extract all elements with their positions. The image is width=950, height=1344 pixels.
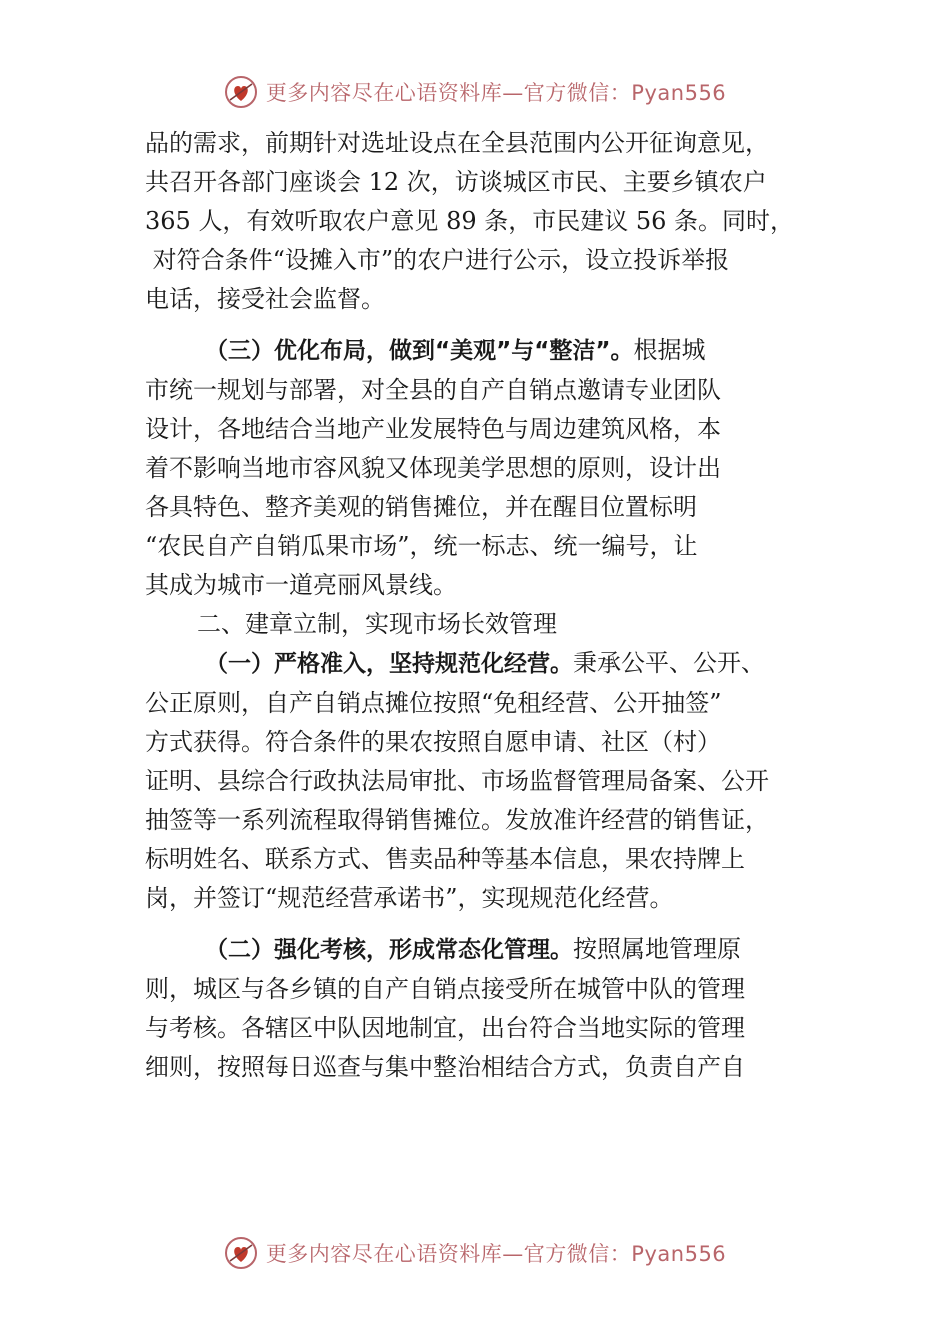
banner-text: 更多内容尽在心语资料库—官方微信：Pyan556 xyxy=(265,81,727,105)
text-fragment: 根据城 xyxy=(633,336,706,364)
text-line: 标明姓名、联系方式、售卖品种等基本信息，果农持牌上 xyxy=(145,845,745,873)
heart-logo-icon xyxy=(224,75,258,109)
header-banner xyxy=(0,72,950,112)
text-line: 设计，各地结合当地产业发展特色与周边建筑风格，本 xyxy=(145,415,721,443)
paragraph-strict-access xyxy=(145,644,810,918)
text-line: 共召开各部门座谈会 12 次，访谈城区市民、主要乡镇农户 xyxy=(145,168,767,196)
document-body xyxy=(145,124,810,1087)
paragraph-assessment xyxy=(145,930,810,1087)
text-line: “农民自产自销瓜果市场”，统一标志、统一编号，让 xyxy=(145,532,698,560)
section-heading: （三）优化布局，做到“美观”与“整洁”。 xyxy=(205,338,634,364)
text-fragment: 按照属地管理原 xyxy=(573,935,741,963)
section-title xyxy=(145,605,810,644)
text-line: 抽签等一系列流程取得销售摊位。发放准许经营的销售证， xyxy=(145,806,769,834)
text-line: 各具特色、整齐美观的销售摊位，并在醒目位置标明 xyxy=(145,493,697,521)
text-line: 品的需求，前期针对选址设点在全县范围内公开征询意见， xyxy=(145,129,769,157)
text-line: 市统一规划与部署，对全县的自产自销点邀请专业团队 xyxy=(145,376,721,404)
text-line: 着不影响当地市容风貌又体现美学思想的原则，设计出 xyxy=(145,454,721,482)
text-line: 对符合条件“设摊入市”的农户进行公示，设立投诉举报 xyxy=(145,246,730,274)
paragraph-consultation xyxy=(145,124,810,319)
text-fragment: 秉承公平、公开、 xyxy=(573,649,765,677)
section-heading: （一）严格准入，坚持规范化经营。 xyxy=(205,651,573,677)
text-line: 细则，按照每日巡查与集中整治相结合方式，负责自产自 xyxy=(145,1053,745,1081)
text-line: 其成为城市一道亮丽风景线。 xyxy=(145,571,457,599)
text-line: 岗，并签订“规范经营承诺书”，实现规范化经营。 xyxy=(145,884,674,912)
text-line: 与考核。各辖区中队因地制宜，出台符合当地实际的管理 xyxy=(145,1014,745,1042)
paragraph-layout-optimization xyxy=(145,331,810,605)
text-line: 证明、县综合行政执法局审批、市场监督管理局备案、公开 xyxy=(145,767,769,795)
text-line: 365 人，有效听取农户意见 89 条，市民建议 56 条。同时， xyxy=(145,207,795,235)
footer-banner xyxy=(0,1233,950,1273)
text-line: 方式获得。符合条件的果农按照自愿申请、社区（村） xyxy=(145,728,721,756)
heart-logo-icon xyxy=(224,1236,258,1270)
text-line: 电话，接受社会监督。 xyxy=(145,285,385,313)
text-line: 公正原则，自产自销点摊位按照“免租经营、公开抽签” xyxy=(145,689,722,717)
section-heading: （二）强化考核，形成常态化管理。 xyxy=(205,937,573,963)
section-title-text: 二、建章立制，实现市场长效管理 xyxy=(197,610,557,638)
banner-text: 更多内容尽在心语资料库—官方微信：Pyan556 xyxy=(265,1242,727,1266)
text-line: 则，城区与各乡镇的自产自销点接受所在城管中队的管理 xyxy=(145,975,745,1003)
